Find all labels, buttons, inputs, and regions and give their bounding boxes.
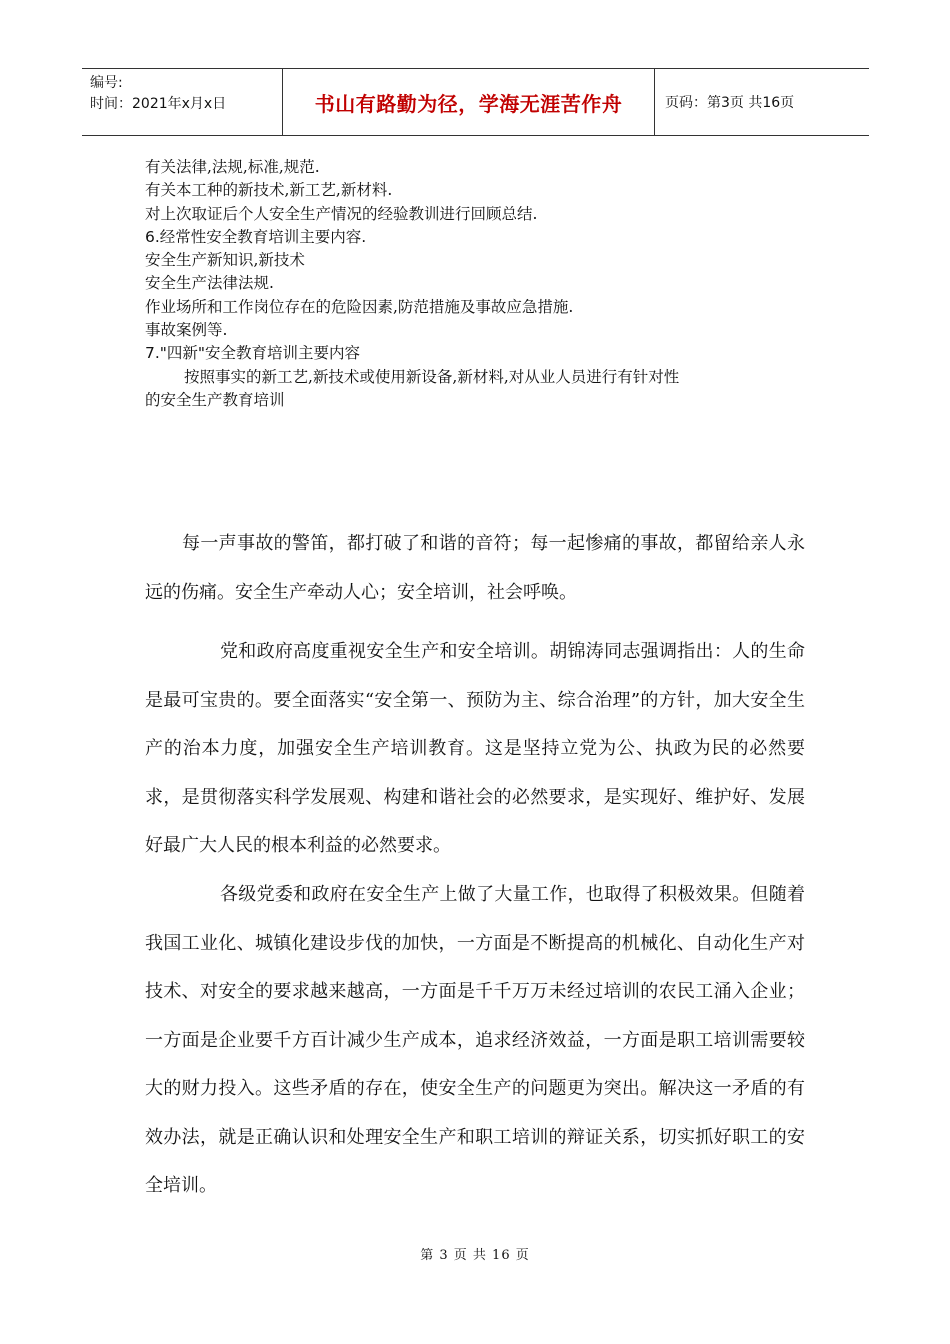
section-heading: 7."四新"安全教育培训主要内容 (145, 344, 361, 363)
motto-text: 书山有路勤为径，学海无涯苦作舟 (314, 91, 623, 116)
list-item: 按照事实的新工艺,新技术或使用新设备,新材料,对从业人员进行有针对性 (184, 367, 680, 386)
list-item: 安全生产法律法规. (145, 274, 274, 293)
list-item: 有关本工种的新技术,新工艺,新材料. (145, 181, 393, 200)
list-item: 的安全生产教育培训 (145, 390, 285, 409)
body-paragraph: 每一声事故的警笛，都打破了和谐的音符；每一起惨痛的事故，都留给亲人永远的伤痛。安全生产牵动人心；安全培训，社会呼唤。 (145, 533, 805, 603)
list-item: 对上次取证后个人安全生产情况的经验教训进行回顾总结. (145, 204, 538, 223)
footer-page-number: 第 3 页 共 16 页 (420, 1248, 530, 1263)
list-item: 事故案例等. (145, 321, 228, 340)
body-paragraph: 各级党委和政府在安全生产上做了大量工作，也取得了积极效果。但随着我国工业化、城镇化建设步伐的加快，一方面是不断提高的机械化、自动化生产对技术、对安全的要求越来越高，一方面是千千万万未经过培训的农民工涌入企业；一方面是企业要千方百计减少生产成本，追求经济效益，一方面是职工培训需要较大的财力投入。这些矛盾的存在，使安全生产的问题更为突出。解决这一矛盾的有效办法，就是正确认识和处理安全生产和职工培训的辩证关系，切实抓好职工的安全培训。 (145, 884, 805, 1196)
date-line: 时间：2021年x月x日 (90, 96, 227, 112)
page-footer (0, 1244, 950, 1263)
header-motto-cell (282, 69, 655, 135)
list-item: 安全生产新知识,新技术 (145, 251, 305, 270)
header-meta-cell (82, 69, 282, 135)
serial-number-label: 编号: (90, 75, 123, 91)
page-header (82, 68, 869, 136)
section-heading: 6.经常性安全教育培训主要内容. (145, 227, 367, 246)
list-item: 作业场所和工作岗位存在的危险因素,防范措施及事故应急措施. (145, 297, 574, 316)
header-page-cell (655, 69, 869, 135)
page-info: 页码：第3页 共16页 (665, 95, 795, 111)
body-paragraph: 党和政府高度重视安全生产和安全培训。胡锦涛同志强调指出：人的生命是最可宝贵的。要全面落实“安全第一、预防为主、综合治理”的方针，加大安全生产的治本力度，加强安全生产培训教育。这是坚持立党为公、执政为民的必然要求，是贯彻落实科学发展观、构建和谐社会的必然要求，是实现好、维护好、发展好最广大人民的根本利益的必然要求。 (145, 641, 805, 856)
training-content-list (145, 156, 825, 412)
list-item: 有关法律,法规,标准,规范. (145, 158, 320, 176)
